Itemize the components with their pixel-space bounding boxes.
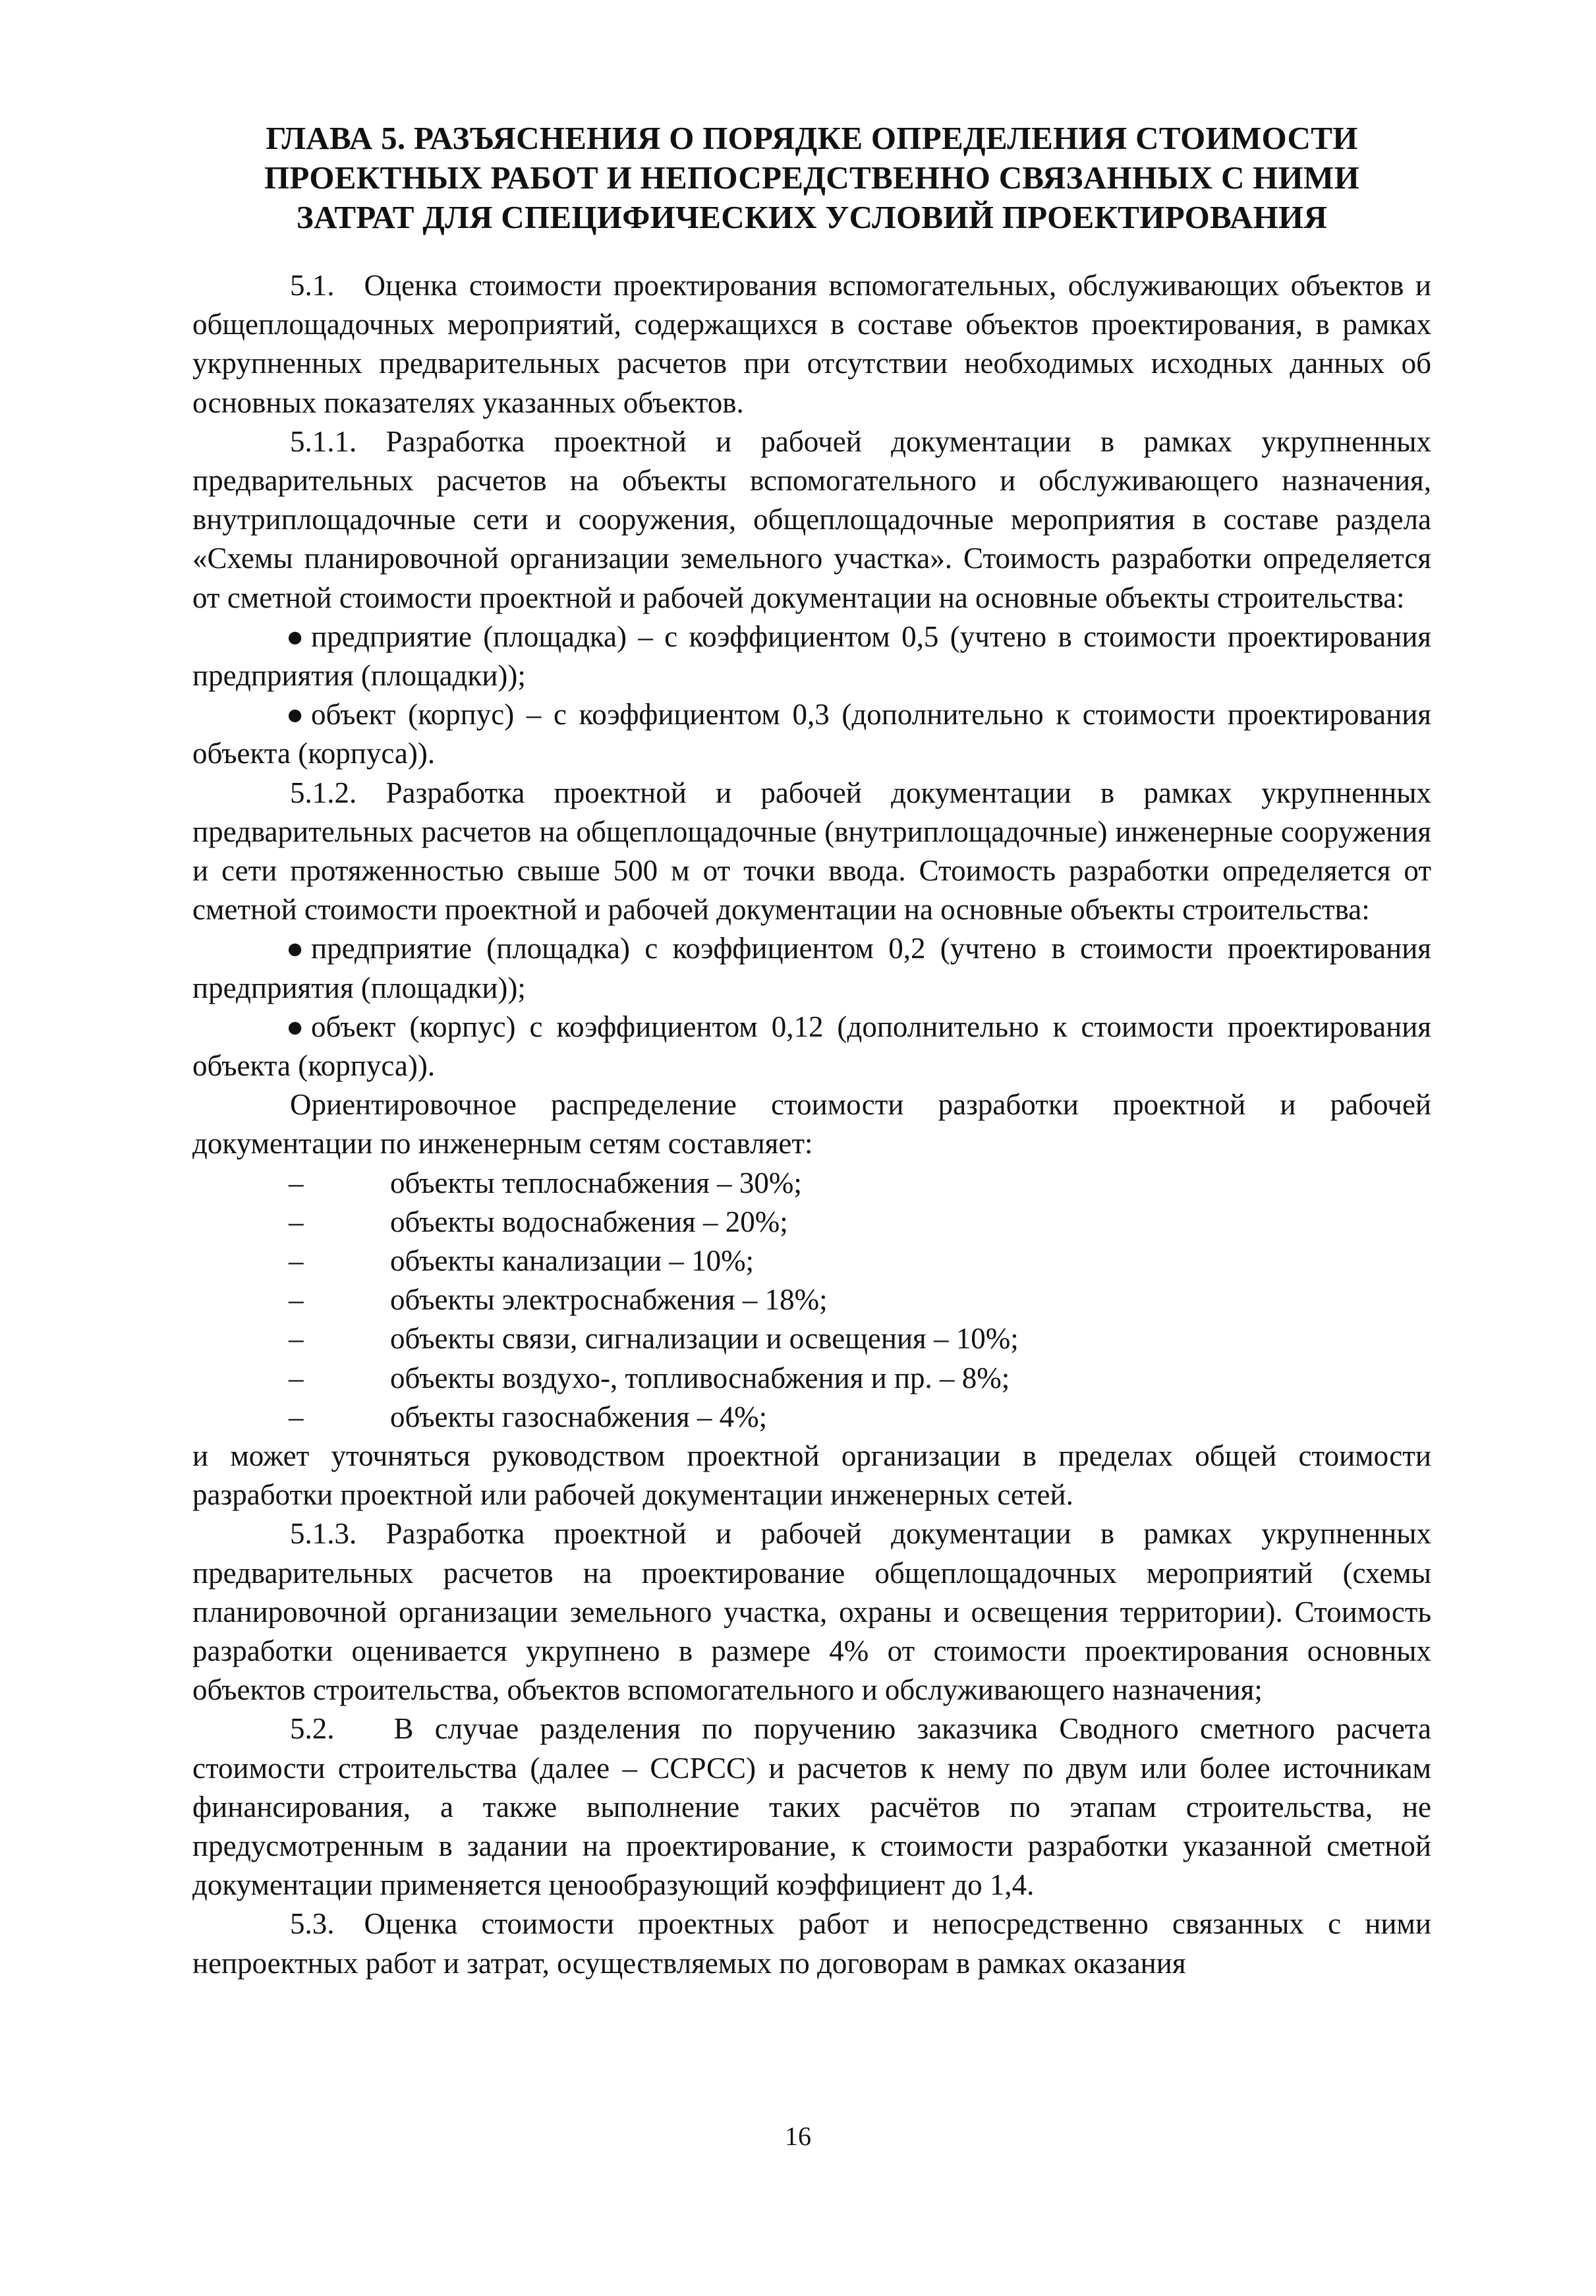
list-item-text: объекты связи, сигнализации и освещения – 10%; — [390, 1322, 1019, 1356]
paragraph-5-1-1: 5.1.1. Разработка проектной и рабочей документации в рамках укрупненных предварительных расчетов на объекты вспомогательного и обслуживающего назначения, внутриплощадочные сети и сооружения, общеплощадочные мероприятия в составе раздела «Схемы планировочной организации земельного участка». Стоимость разработки определяется от сметной стоимости проектной и рабочей документации на основные объекты строительства: — [192, 424, 1431, 614]
list-item — [192, 1164, 1431, 1203]
bullet-item — [192, 695, 1431, 773]
dash-icon: – — [289, 1322, 304, 1356]
bullet-icon: ● — [286, 1010, 304, 1043]
list-item — [192, 1359, 1431, 1398]
bullet-text: предприятие (площадка) – с коэффициентом 0,5 (учтено в стоимости проектирования предприятия (площадки)); — [192, 619, 1431, 693]
paragraph-5-1-3: 5.1.3. Разработка проектной и рабочей документации в рамках укрупненных предварительных расчетов на проектирование общеплощадочных мероприятий (схемы планировочной организации земельного участка, охраны и освещения территории). Стоимость разработки оценивается укрупнено в размере 4% от стоимости проектирования основных объектов строительства, объектов вспомогательного и обслуживающего назначения; — [192, 1517, 1431, 1707]
chapter-title-line: ГЛАВА 5. РАЗЪЯСНЕНИЯ О ПОРЯДКЕ ОПРЕДЕЛЕНИЯ СТОИМОСТИ — [266, 120, 1358, 156]
list-item — [192, 1280, 1431, 1319]
page-number: 16 — [785, 2121, 811, 2151]
list-item — [192, 1242, 1431, 1280]
dash-icon: – — [289, 1283, 304, 1317]
paragraph-after-list: и может уточняться руководством проектной организации в пределах общей стоимости разработки проектной или рабочей документации инженерных сетей. — [192, 1439, 1431, 1512]
list-item-text: объекты электроснабжения – 18%; — [390, 1283, 828, 1317]
bullet-item — [192, 1008, 1431, 1085]
chapter-title — [192, 119, 1431, 237]
list-item-text: объекты теплоснабжения – 30%; — [390, 1166, 802, 1199]
bullet-icon: ● — [286, 619, 304, 653]
chapter-title-line: ЗАТРАТ ДЛЯ СПЕЦИФИЧЕСКИХ УСЛОВИЙ ПРОЕКТИРОВАНИЯ — [296, 199, 1328, 235]
bullet-text: предприятие (площадка) с коэффициентом 0,2 (учтено в стоимости проектирования предприятия (площадки)); — [192, 932, 1431, 1004]
bullet-text: объект (корпус) с коэффициентом 0,12 (дополнительно к стоимости проектирования объекта (корпуса)). — [192, 1010, 1431, 1083]
dash-icon: – — [289, 1361, 304, 1394]
list-item-text: объекты канализации – 10%; — [390, 1244, 755, 1278]
list-item — [192, 1319, 1431, 1358]
dash-icon: – — [289, 1166, 304, 1199]
bullet-icon: ● — [286, 932, 304, 965]
dash-icon: – — [289, 1205, 304, 1238]
dash-icon: – — [289, 1244, 304, 1278]
document-page — [192, 119, 1431, 1983]
bullet-text: объект (корпус) – с коэффициентом 0,3 (дополнительно к стоимости проектирования объекта (корпуса)). — [192, 698, 1431, 770]
list-item-text: объекты газоснабжения – 4%; — [390, 1400, 768, 1433]
paragraph-5-1-2: 5.1.2. Разработка проектной и рабочей документации в рамках укрупненных предварительных расчетов на общеплощадочные (внутриплощадочные) инженерные сооружения и сети протяженностью свыше 500 м от точки ввода. Стоимость разработки определяется от сметной стоимости проектной и рабочей документации на основные объекты строительства: — [192, 776, 1431, 927]
paragraph-5-2: 5.2. В случае разделения по поручению заказчика Сводного сметного расчета стоимости строительства (далее – ССРСС) и расчетов к нему по двум или более источникам финансирования, а также выполнение таких расчётов по этапам строительства, не предусмотренным в задании на проектирование, к стоимости разработки указанной сметной документации применяется ценообразующий коэффициент до 1,4. — [192, 1712, 1431, 1902]
bullet-item — [192, 929, 1431, 1007]
bullet-item — [192, 617, 1431, 695]
list-item — [192, 1203, 1431, 1242]
paragraph-distribution: Ориентировочное распределение стоимости разработки проектной и рабочей документации по инженерным сетям составляет: — [192, 1088, 1431, 1161]
dash-list — [192, 1164, 1431, 1437]
chapter-title-line: ПРОЕКТНЫХ РАБОТ И НЕПОСРЕДСТВЕННО СВЯЗАННЫХ С НИМИ — [264, 159, 1359, 196]
dash-icon: – — [289, 1400, 304, 1433]
bullet-icon: ● — [286, 698, 304, 732]
paragraph-5-1: 5.1. Оценка стоимости проектирования вспомогательных, обслуживающих объектов и общеплощадочных мероприятий, содержащихся в составе объектов проектирования, в рамках укрупненных предварительных расчетов при отсутствии необходимых исходных данных об основных показателях указанных объектов. — [192, 269, 1431, 419]
list-item-text: объекты воздухо-, топливоснабжения и пр. – 8%; — [390, 1361, 1010, 1394]
list-item — [192, 1398, 1431, 1437]
paragraph-5-3: 5.3. Оценка стоимости проектных работ и непосредственно связанных с ними непроектных работ и затрат, осуществляемых по договорам в рамках оказания — [192, 1907, 1431, 1980]
list-item-text: объекты водоснабжения – 20%; — [390, 1205, 788, 1238]
